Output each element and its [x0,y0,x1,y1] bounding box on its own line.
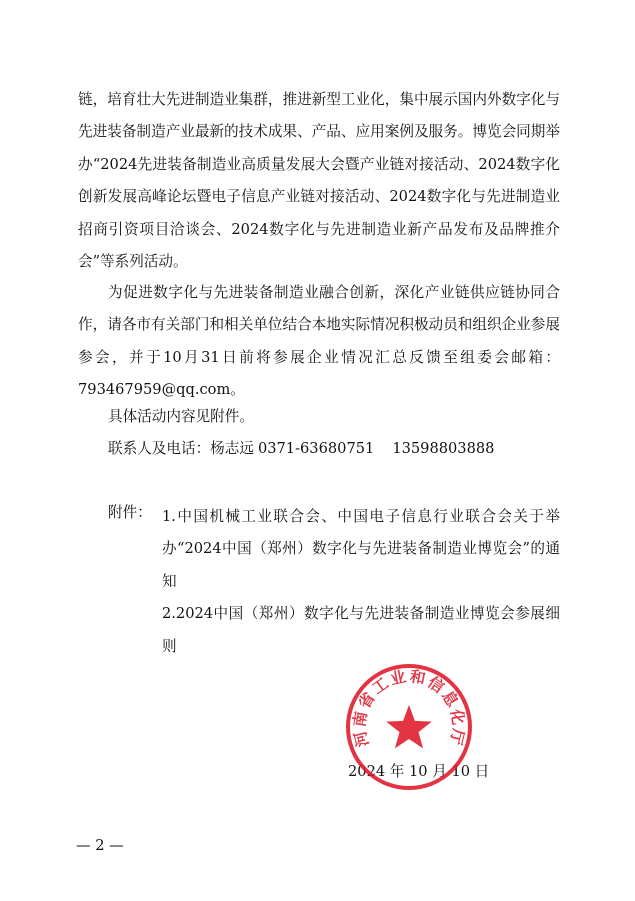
attachment-item: 1.中国机械工业联合会、中国电子信息行业联合会关于举办“2024中国（郑州）数字化与先进装备制造业博览会”的通知 [162,508,560,590]
star-icon [386,705,432,748]
seal-text: 河南省工业和信息化厅 [349,666,469,749]
attachments-list [162,501,560,663]
attachments-label: 附件： [108,504,152,521]
official-seal-stamp [345,663,473,791]
body-paragraph-1: 链，培育壮大先进制造业集群，推进新型工业化，集中展示国内外数字化与先进装备制造产业最新的技术成果、产品、应用案例及服务。博览会同期举办“2024先进装备制造业高质量发展大会暨产业链对接活动、2024数字化创新发展高峰论坛暨电子信息产业链对接活动、2024数字化与先进制造业招商引资项目洽谈会、2024数字化与先进制造业新产品发布及品牌推介会”等系列活动。 [78,91,560,271]
activity-note: 具体活动内容见附件。 [108,408,254,425]
contact-label: 联系人及电话：杨志远 [108,440,254,457]
body-paragraph-2: 为促进数字化与先进装备制造业融合创新，深化产业链供应链协同合作，请各市有关部门和相关单位结合本地实际情况积极动员和组织企业参展参会，并于10月31日前将参展企业情况汇总反馈至组委会邮箱：793467959@qq.com。 [78,284,560,399]
page-number: — 2 — [76,837,124,854]
contact-phone: 0371-63680751 [257,440,375,457]
contact-mobile: 13598803888 [392,440,495,457]
signature-date: 2024 年 10 月 10 日 [348,763,490,780]
attachment-item: 2.2024中国（郑州）数字化与先进装备制造业博览会参展细则 [162,605,560,655]
contact-line [108,439,494,459]
